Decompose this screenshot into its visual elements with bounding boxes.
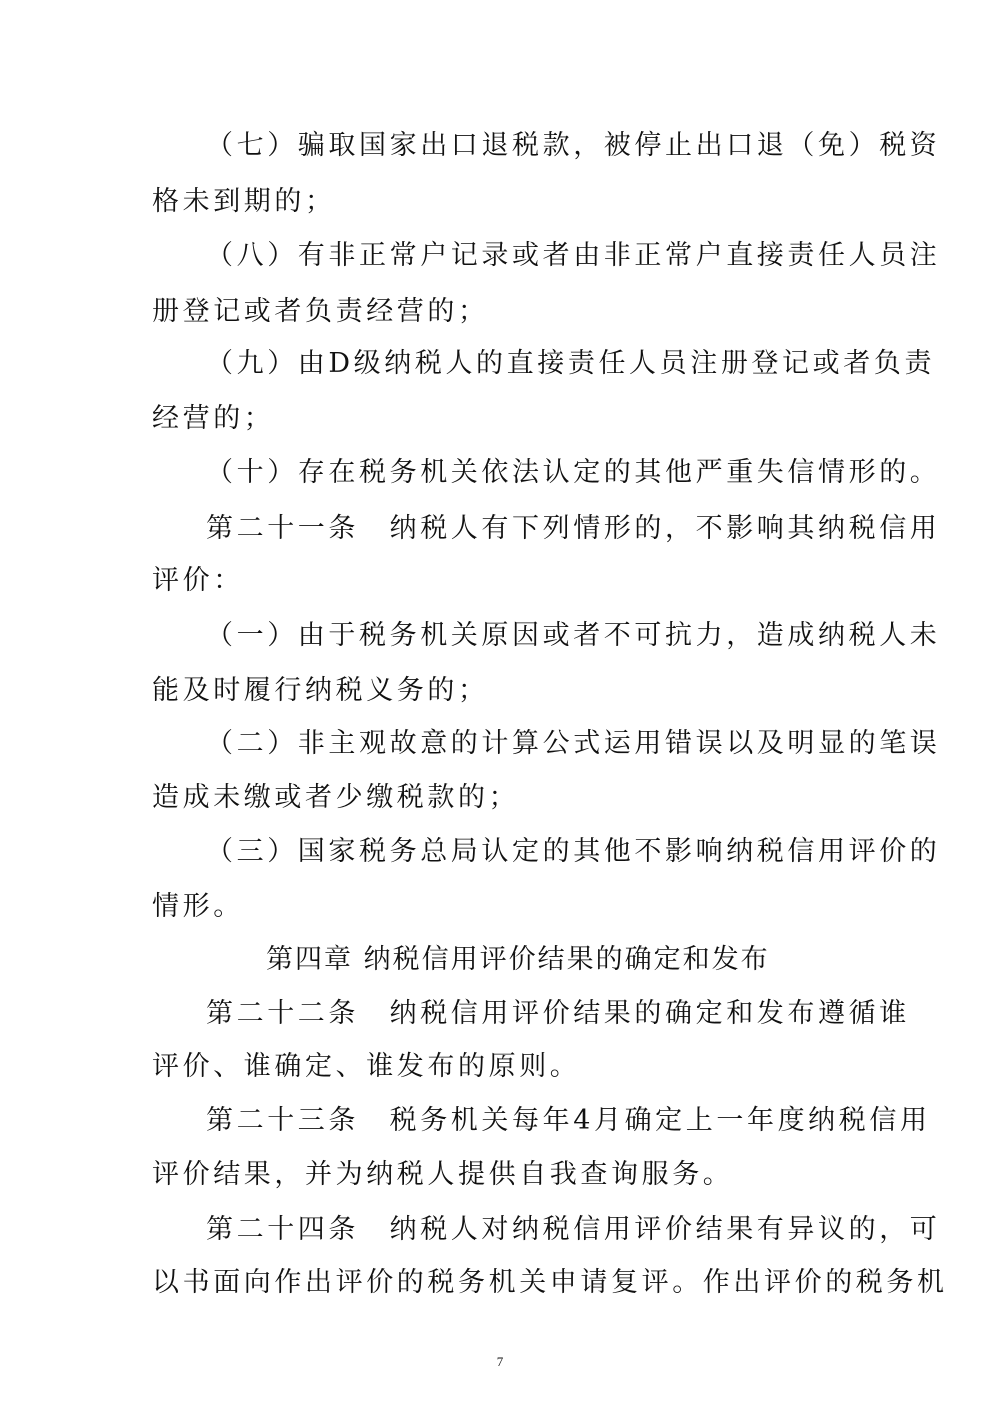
article-heading-line: 第二十二条 纳税信用评价结果的确定和发布遵循谁 xyxy=(206,998,910,1029)
paragraph-line: （一）由于税务机关原因或者不可抗力，造成纳税人未 xyxy=(206,620,941,651)
paragraph-line: 经营的； xyxy=(152,403,275,434)
paragraph-line: 评价： xyxy=(152,565,244,596)
page-number: 7 xyxy=(496,1354,504,1369)
paragraph-line: 评价结果，并为纳税人提供自我查询服务。 xyxy=(152,1159,734,1190)
paragraph-line: 能及时履行纳税义务的； xyxy=(152,675,489,706)
paragraph-line: （十）存在税务机关依法认定的其他严重失信情形的。 xyxy=(206,457,941,488)
paragraph-line: 情形。 xyxy=(152,891,244,922)
paragraph-line: 以书面向作出评价的税务机关申请复评。作出评价的税务机 xyxy=(152,1267,948,1298)
paragraph-line: 格未到期的； xyxy=(152,186,336,217)
paragraph-line: 造成未缴或者少缴税款的； xyxy=(152,782,520,813)
article-heading-line: 第二十三条 税务机关每年4月确定上一年度纳税信用 xyxy=(206,1105,931,1136)
paragraph-line: （三）国家税务总局认定的其他不影响纳税信用评价的 xyxy=(206,836,941,867)
article-heading-line: 第二十一条 纳税人有下列情形的，不影响其纳税信用 xyxy=(206,513,941,544)
paragraph-line: 评价、谁确定、谁发布的原则。 xyxy=(152,1051,581,1082)
paragraph-line: （九）由D级纳税人的直接责任人员注册登记或者负责 xyxy=(206,348,936,379)
paragraph-line: （七）骗取国家出口退税款，被停止出口退（免）税资 xyxy=(206,130,941,161)
paragraph-line: 册登记或者负责经营的； xyxy=(152,296,489,327)
paragraph-line: （八）有非正常户记录或者由非正常户直接责任人员注 xyxy=(206,240,941,271)
chapter-heading: 第四章 纳税信用评价结果的确定和发布 xyxy=(266,944,770,975)
article-heading-line: 第二十四条 纳税人对纳税信用评价结果有异议的，可 xyxy=(206,1214,941,1245)
paragraph-line: （二）非主观故意的计算公式运用错误以及明显的笔误 xyxy=(206,728,941,759)
